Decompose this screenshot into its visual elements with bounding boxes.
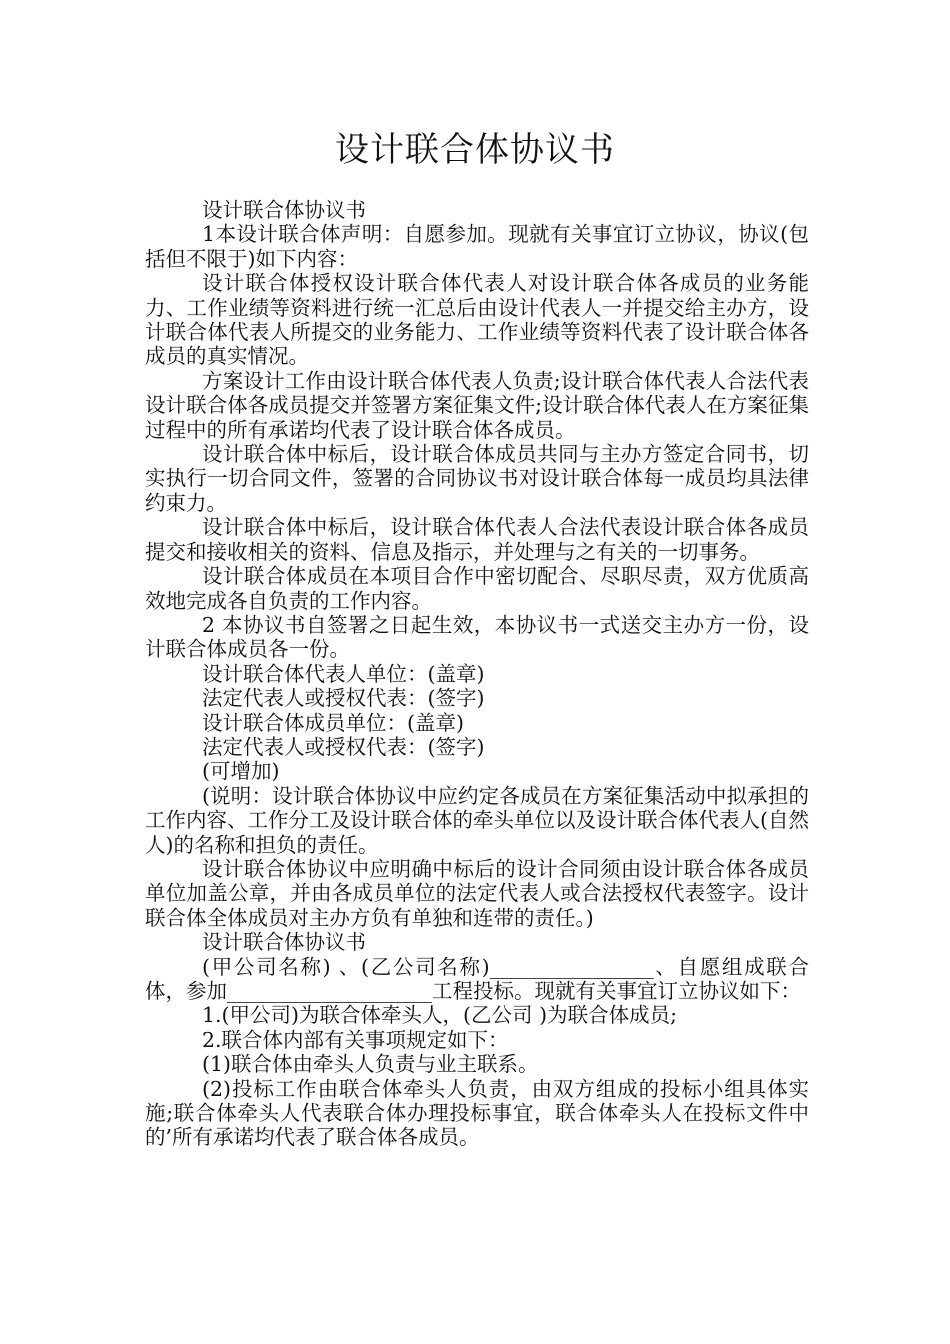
paragraph: 2 本协议书自签署之日起生效，本协议书一式送交主办方一份，设计联合体成员各一份。 [145,612,809,662]
paragraph: 设计联合体中标后，设计联合体代表人合法代表设计联合体各成员提交和接收相关的资料、信息及指示，并处理与之有关的一切事务。 [145,515,809,564]
paragraph: (甲公司名称) 、(乙公司名称)________________、自愿组成联合体，参加____________________工程投标。现就有关事宜订立协议如下： [145,954,809,1003]
paragraph: 设计联合体授权设计联合体代表人对设计联合体各成员的业务能力、工作业绩等资料进行统一汇总后由设计代表人一并提交给主办方，设计联合体代表人所提交的业务能力、工作业绩等资料代表了设计联合体各成员的真实情况。 [145,271,809,369]
signature-line: 设计联合体代表人单位：(盖章) [202,661,485,686]
signature-line: 法定代表人或授权代表：(签字) [202,734,485,759]
paragraph: 设计联合体中标后，设计联合体成员共同与主办方签定合同书，切实执行一切合同文件，签署的合同协议书对设计联合体每一成员均具法律约束力。 [145,442,809,515]
paragraph: (说明：设计联合体协议中应约定各成员在方案征集活动中拟承担的工作内容、工作分工及设计联合体的牵头单位以及设计联合体代表人(自然人)的名称和担负的责任。 [145,783,809,857]
paragraph: 设计联合体协议中应明确中标后的设计合同须由设计联合体各成员单位加盖公章，并由各成员单位的法定代表人或合法授权代表签字。设计联合体全体成员对主办方负有单独和连带的责任。) [145,856,809,930]
document-body [145,198,809,1150]
document-title: 设计联合体协议书 [335,130,615,170]
list-item: 1.(甲公司)为联合体牵头人，(乙公司 )为联合体成员; [202,1003,677,1028]
list-item: 2.联合体内部有关事项规定如下： [202,1027,509,1052]
signature-line: 设计联合体成员单位：(盖章) [202,710,464,735]
paragraph: 1本设计联合体声明：自愿参加。现就有关事宜订立协议，协议(包括但不限于)如下内容： [145,222,809,271]
list-item: (1)联合体由牵头人负责与业主联系。 [202,1052,539,1077]
paragraph: 方案设计工作由设计联合体代表人负责;设计联合体代表人合法代表设计联合体各成员提交并签署方案征集文件;设计联合体代表人在方案征集过程中的所有承诺均代表了设计联合体各成员。 [145,368,809,442]
section-heading: 设计联合体协议书 [202,930,366,955]
paragraph: 设计联合体成员在本项目合作中密切配合、尽职尽责，双方优质高效地完成各自负责的工作内容。 [145,564,809,613]
list-item: (2)投标工作由联合体牵头人负责，由双方组成的投标小组具体实施;联合体牵头人代表联合体办理投标事宜，联合体牵头人在投标文件中的’所有承诺均代表了联合体各成员。 [145,1076,809,1150]
paragraph: (可增加) [202,759,280,784]
paragraph: 设计联合体协议书 [202,198,366,222]
signature-line: 法定代表人或授权代表：(签字) [202,686,485,711]
